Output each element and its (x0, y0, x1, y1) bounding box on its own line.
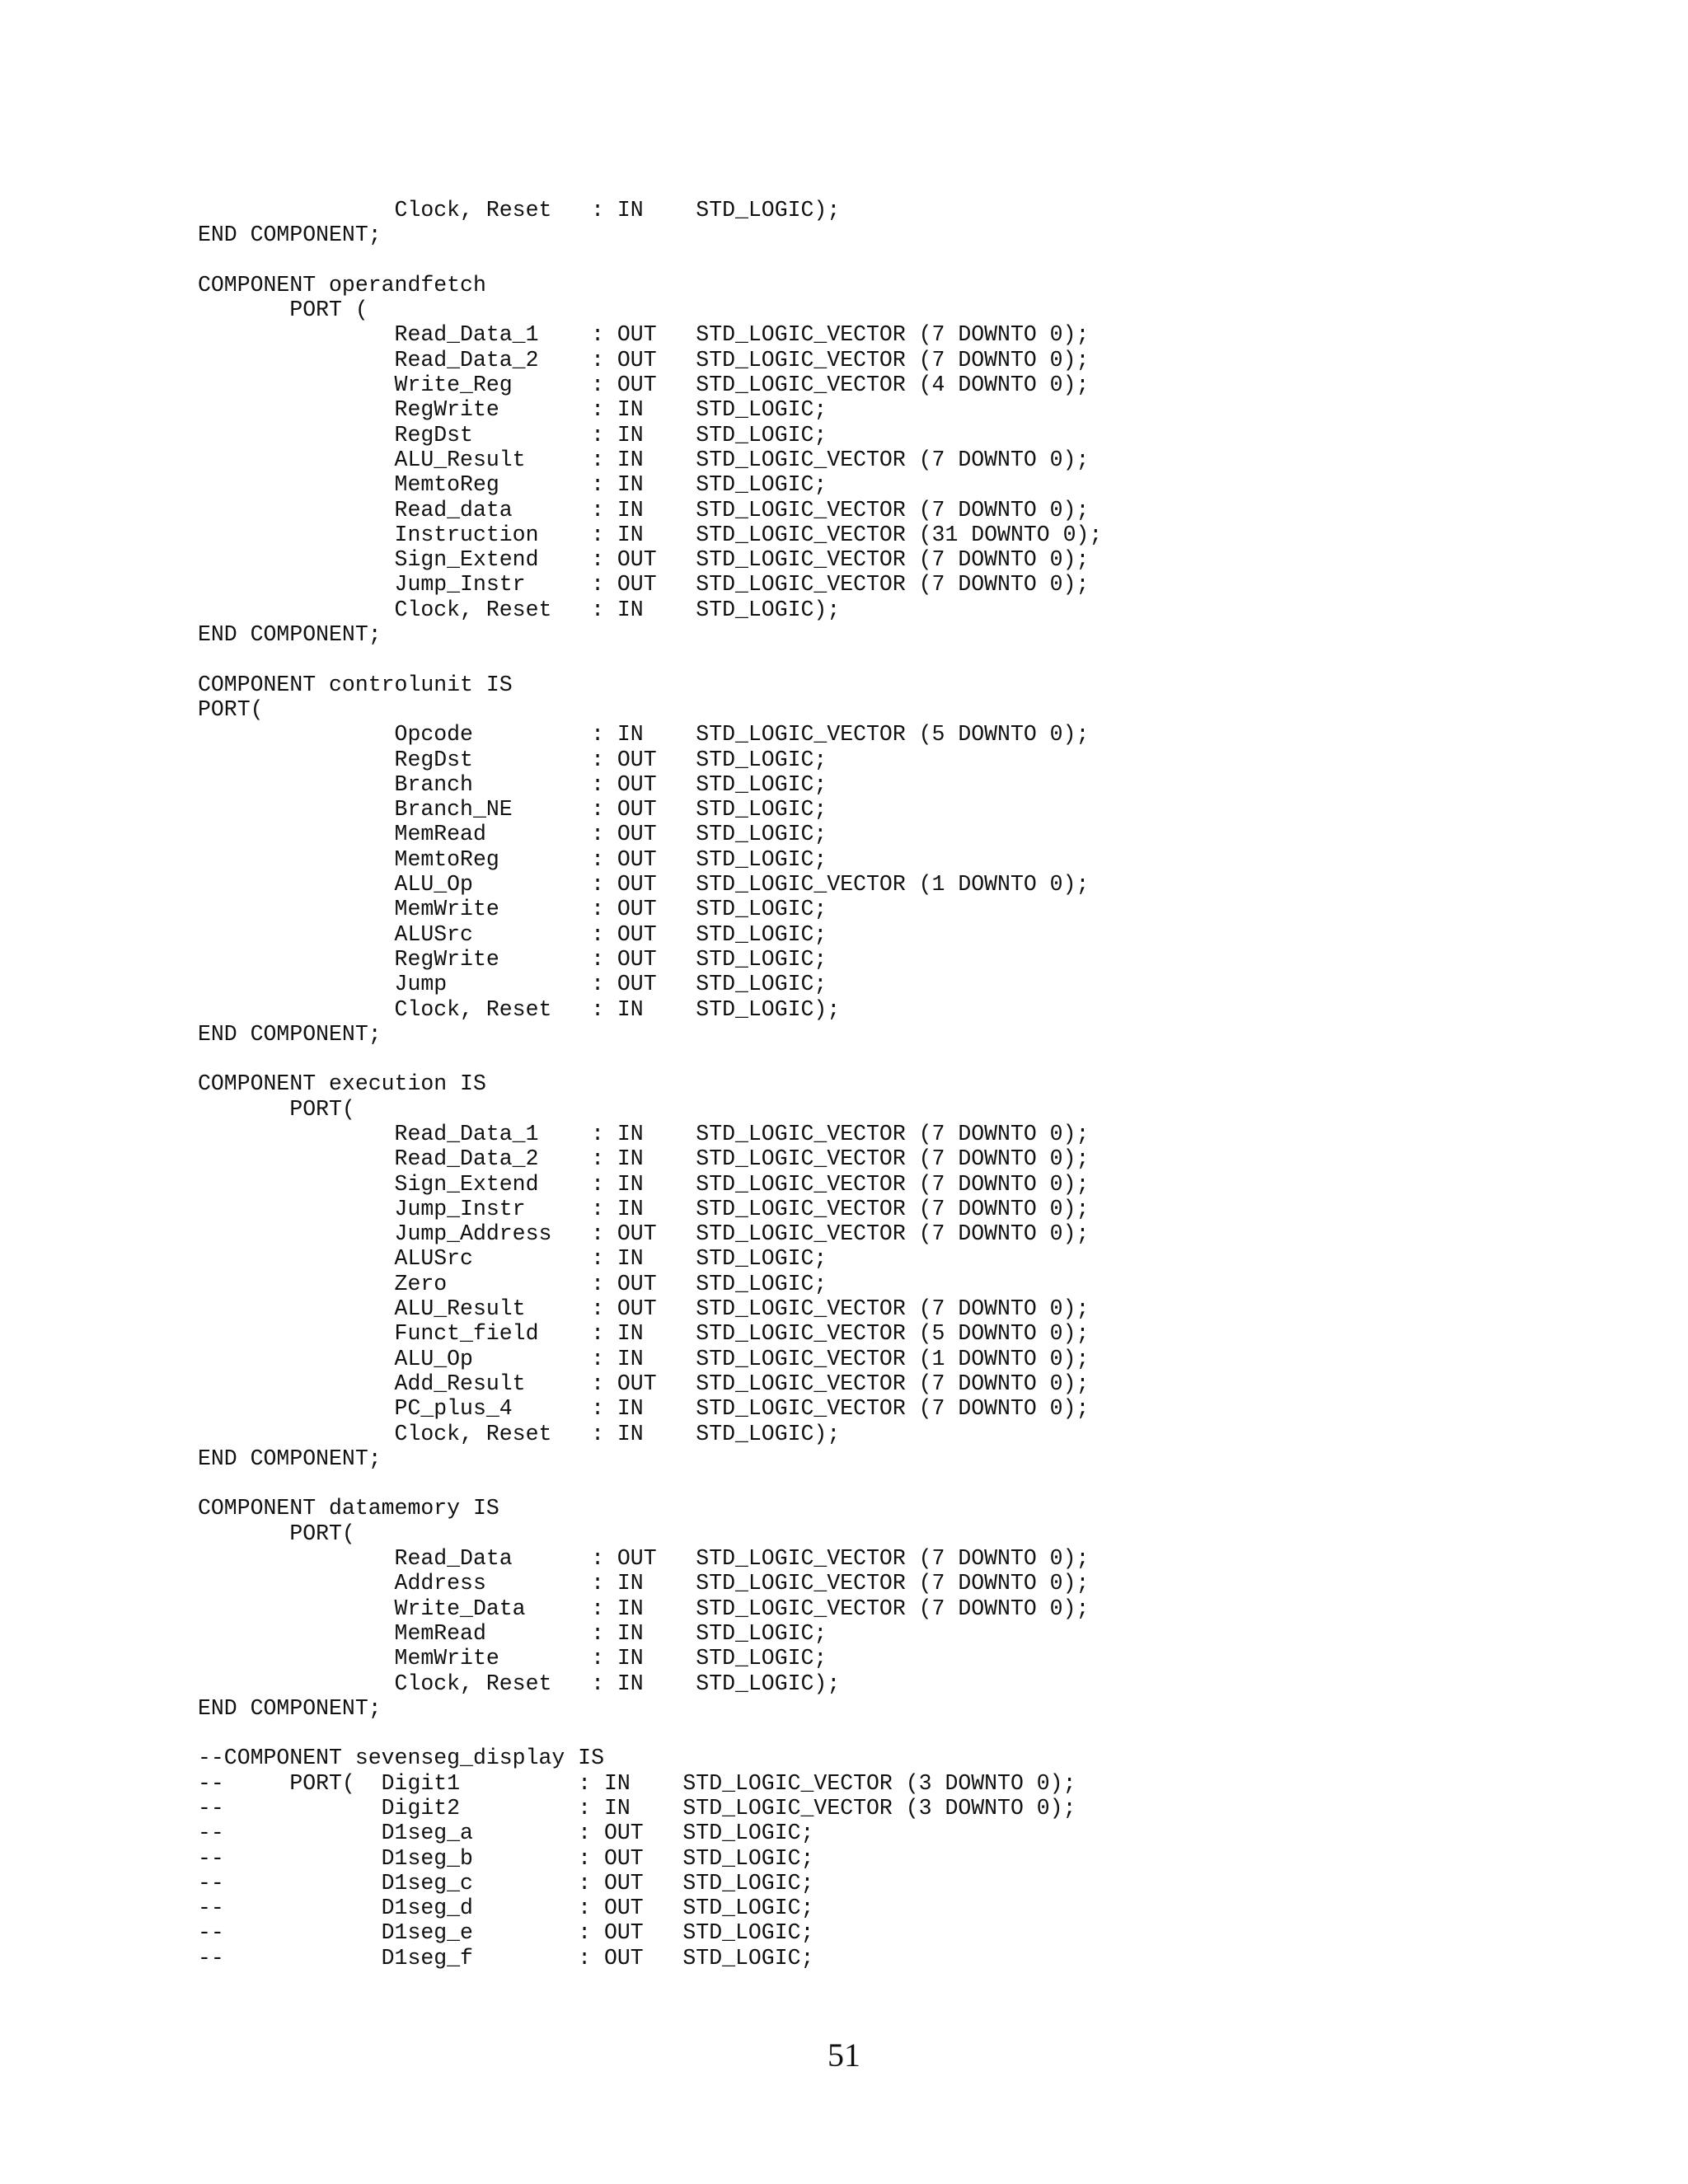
code-line: ALU_Op : IN STD_LOGIC_VECTOR (1 DOWNTO 0); (198, 1346, 1090, 1371)
code-line: -- D1seg_a : OUT STD_LOGIC; (198, 1821, 814, 1846)
code-line: END COMPONENT; (198, 622, 382, 648)
vhdl-code-listing (198, 198, 1102, 1971)
code-line: END COMPONENT; (198, 1695, 382, 1721)
code-line: COMPONENT execution IS (198, 1071, 486, 1097)
code-line (198, 1721, 1102, 1746)
code-line: MemWrite : OUT STD_LOGIC; (198, 897, 828, 922)
code-line: PORT( (198, 1096, 355, 1122)
code-line: RegDst : OUT STD_LOGIC; (198, 747, 828, 772)
code-line: --COMPONENT sevenseg_display IS (198, 1746, 604, 1771)
code-line: Jump_Instr : OUT STD_LOGIC_VECTOR (7 DOWNTO 0); (198, 572, 1090, 598)
code-line: PORT( (198, 1521, 355, 1546)
code-line: Address : IN STD_LOGIC_VECTOR (7 DOWNTO 0); (198, 1571, 1090, 1596)
code-line (198, 1471, 1102, 1496)
code-line: END COMPONENT; (198, 223, 382, 248)
code-line: Jump : OUT STD_LOGIC; (198, 972, 828, 997)
code-line: Opcode : IN STD_LOGIC_VECTOR (5 DOWNTO 0); (198, 722, 1090, 748)
code-line: Write_Data : IN STD_LOGIC_VECTOR (7 DOWNTO 0); (198, 1596, 1090, 1621)
code-line: Write_Reg : OUT STD_LOGIC_VECTOR (4 DOWNTO 0); (198, 373, 1090, 398)
code-line: END COMPONENT; (198, 1021, 382, 1047)
code-line: ALUSrc : IN STD_LOGIC; (198, 1246, 828, 1272)
code-line: Instruction : IN STD_LOGIC_VECTOR (31 DOWNTO 0); (198, 522, 1103, 547)
code-line: Jump_Instr : IN STD_LOGIC_VECTOR (7 DOWNTO 0); (198, 1196, 1090, 1221)
code-line: Zero : OUT STD_LOGIC; (198, 1271, 828, 1296)
code-line: RegWrite : OUT STD_LOGIC; (198, 946, 828, 972)
code-line: Clock, Reset : IN STD_LOGIC); (198, 1671, 841, 1696)
code-line: COMPONENT controlunit IS (198, 672, 513, 697)
code-line: MemtoReg : IN STD_LOGIC; (198, 472, 828, 498)
code-line: Funct_field : IN STD_LOGIC_VECTOR (5 DOWNTO 0); (198, 1321, 1090, 1347)
code-line: RegWrite : IN STD_LOGIC; (198, 397, 828, 423)
code-line (198, 647, 1102, 672)
code-line: ALU_Result : OUT STD_LOGIC_VECTOR (7 DOWNTO 0); (198, 1296, 1090, 1322)
code-line: -- D1seg_b : OUT STD_LOGIC; (198, 1845, 814, 1871)
code-line: MemtoReg : OUT STD_LOGIC; (198, 846, 828, 872)
code-line: Clock, Reset : IN STD_LOGIC); (198, 1421, 841, 1446)
code-line: Read_Data_2 : OUT STD_LOGIC_VECTOR (7 DOWNTO 0); (198, 347, 1090, 373)
code-line: Sign_Extend : OUT STD_LOGIC_VECTOR (7 DOWNTO 0); (198, 547, 1090, 573)
code-line: COMPONENT operandfetch (198, 272, 486, 298)
code-line: PORT ( (198, 298, 368, 323)
code-line: MemRead : IN STD_LOGIC; (198, 1620, 828, 1646)
code-line: -- D1seg_f : OUT STD_LOGIC; (198, 1945, 814, 1971)
code-line: Read_Data_1 : IN STD_LOGIC_VECTOR (7 DOWNTO 0); (198, 1121, 1090, 1146)
code-line: Read_Data_2 : IN STD_LOGIC_VECTOR (7 DOWNTO 0); (198, 1146, 1090, 1172)
code-line: -- Digit2 : IN STD_LOGIC_VECTOR (3 DOWNTO 0); (198, 1796, 1076, 1821)
code-line: COMPONENT datamemory IS (198, 1496, 499, 1521)
code-line: Read_Data : OUT STD_LOGIC_VECTOR (7 DOWNTO 0); (198, 1546, 1090, 1572)
code-line: Branch_NE : OUT STD_LOGIC; (198, 797, 828, 823)
code-line (198, 248, 1102, 273)
code-line: -- D1seg_d : OUT STD_LOGIC; (198, 1896, 814, 1921)
code-line: -- D1seg_e : OUT STD_LOGIC; (198, 1920, 814, 1946)
code-line: ALU_Op : OUT STD_LOGIC_VECTOR (1 DOWNTO 0); (198, 872, 1090, 898)
code-line: Clock, Reset : IN STD_LOGIC); (198, 597, 841, 622)
code-line: Clock, Reset : IN STD_LOGIC); (198, 198, 841, 223)
code-line: Read_Data_1 : OUT STD_LOGIC_VECTOR (7 DOWNTO 0); (198, 322, 1090, 348)
code-line: ALUSrc : OUT STD_LOGIC; (198, 921, 828, 947)
code-line: Sign_Extend : IN STD_LOGIC_VECTOR (7 DOWNTO 0); (198, 1171, 1090, 1197)
code-line: -- D1seg_c : OUT STD_LOGIC; (198, 1870, 814, 1896)
code-line: RegDst : IN STD_LOGIC; (198, 422, 828, 448)
code-line: Jump_Address : OUT STD_LOGIC_VECTOR (7 DOWNTO 0); (198, 1221, 1090, 1247)
code-line: END COMPONENT; (198, 1446, 382, 1471)
code-line (198, 1047, 1102, 1071)
code-line: PC_plus_4 : IN STD_LOGIC_VECTOR (7 DOWNTO 0); (198, 1396, 1090, 1422)
code-line: ALU_Result : IN STD_LOGIC_VECTOR (7 DOWNTO 0); (198, 447, 1090, 472)
code-line: Clock, Reset : IN STD_LOGIC); (198, 996, 841, 1022)
code-line: MemRead : OUT STD_LOGIC; (198, 822, 828, 847)
code-line: -- PORT( Digit1 : IN STD_LOGIC_VECTOR (3 DOWNTO 0); (198, 1770, 1076, 1796)
code-line: PORT( (198, 696, 264, 722)
code-line: Read_data : IN STD_LOGIC_VECTOR (7 DOWNTO 0); (198, 497, 1090, 523)
code-line: Branch : OUT STD_LOGIC; (198, 771, 828, 797)
page-number: 51 (828, 2036, 860, 2074)
code-line: MemWrite : IN STD_LOGIC; (198, 1646, 828, 1671)
code-line: Add_Result : OUT STD_LOGIC_VECTOR (7 DOWNTO 0); (198, 1371, 1090, 1396)
